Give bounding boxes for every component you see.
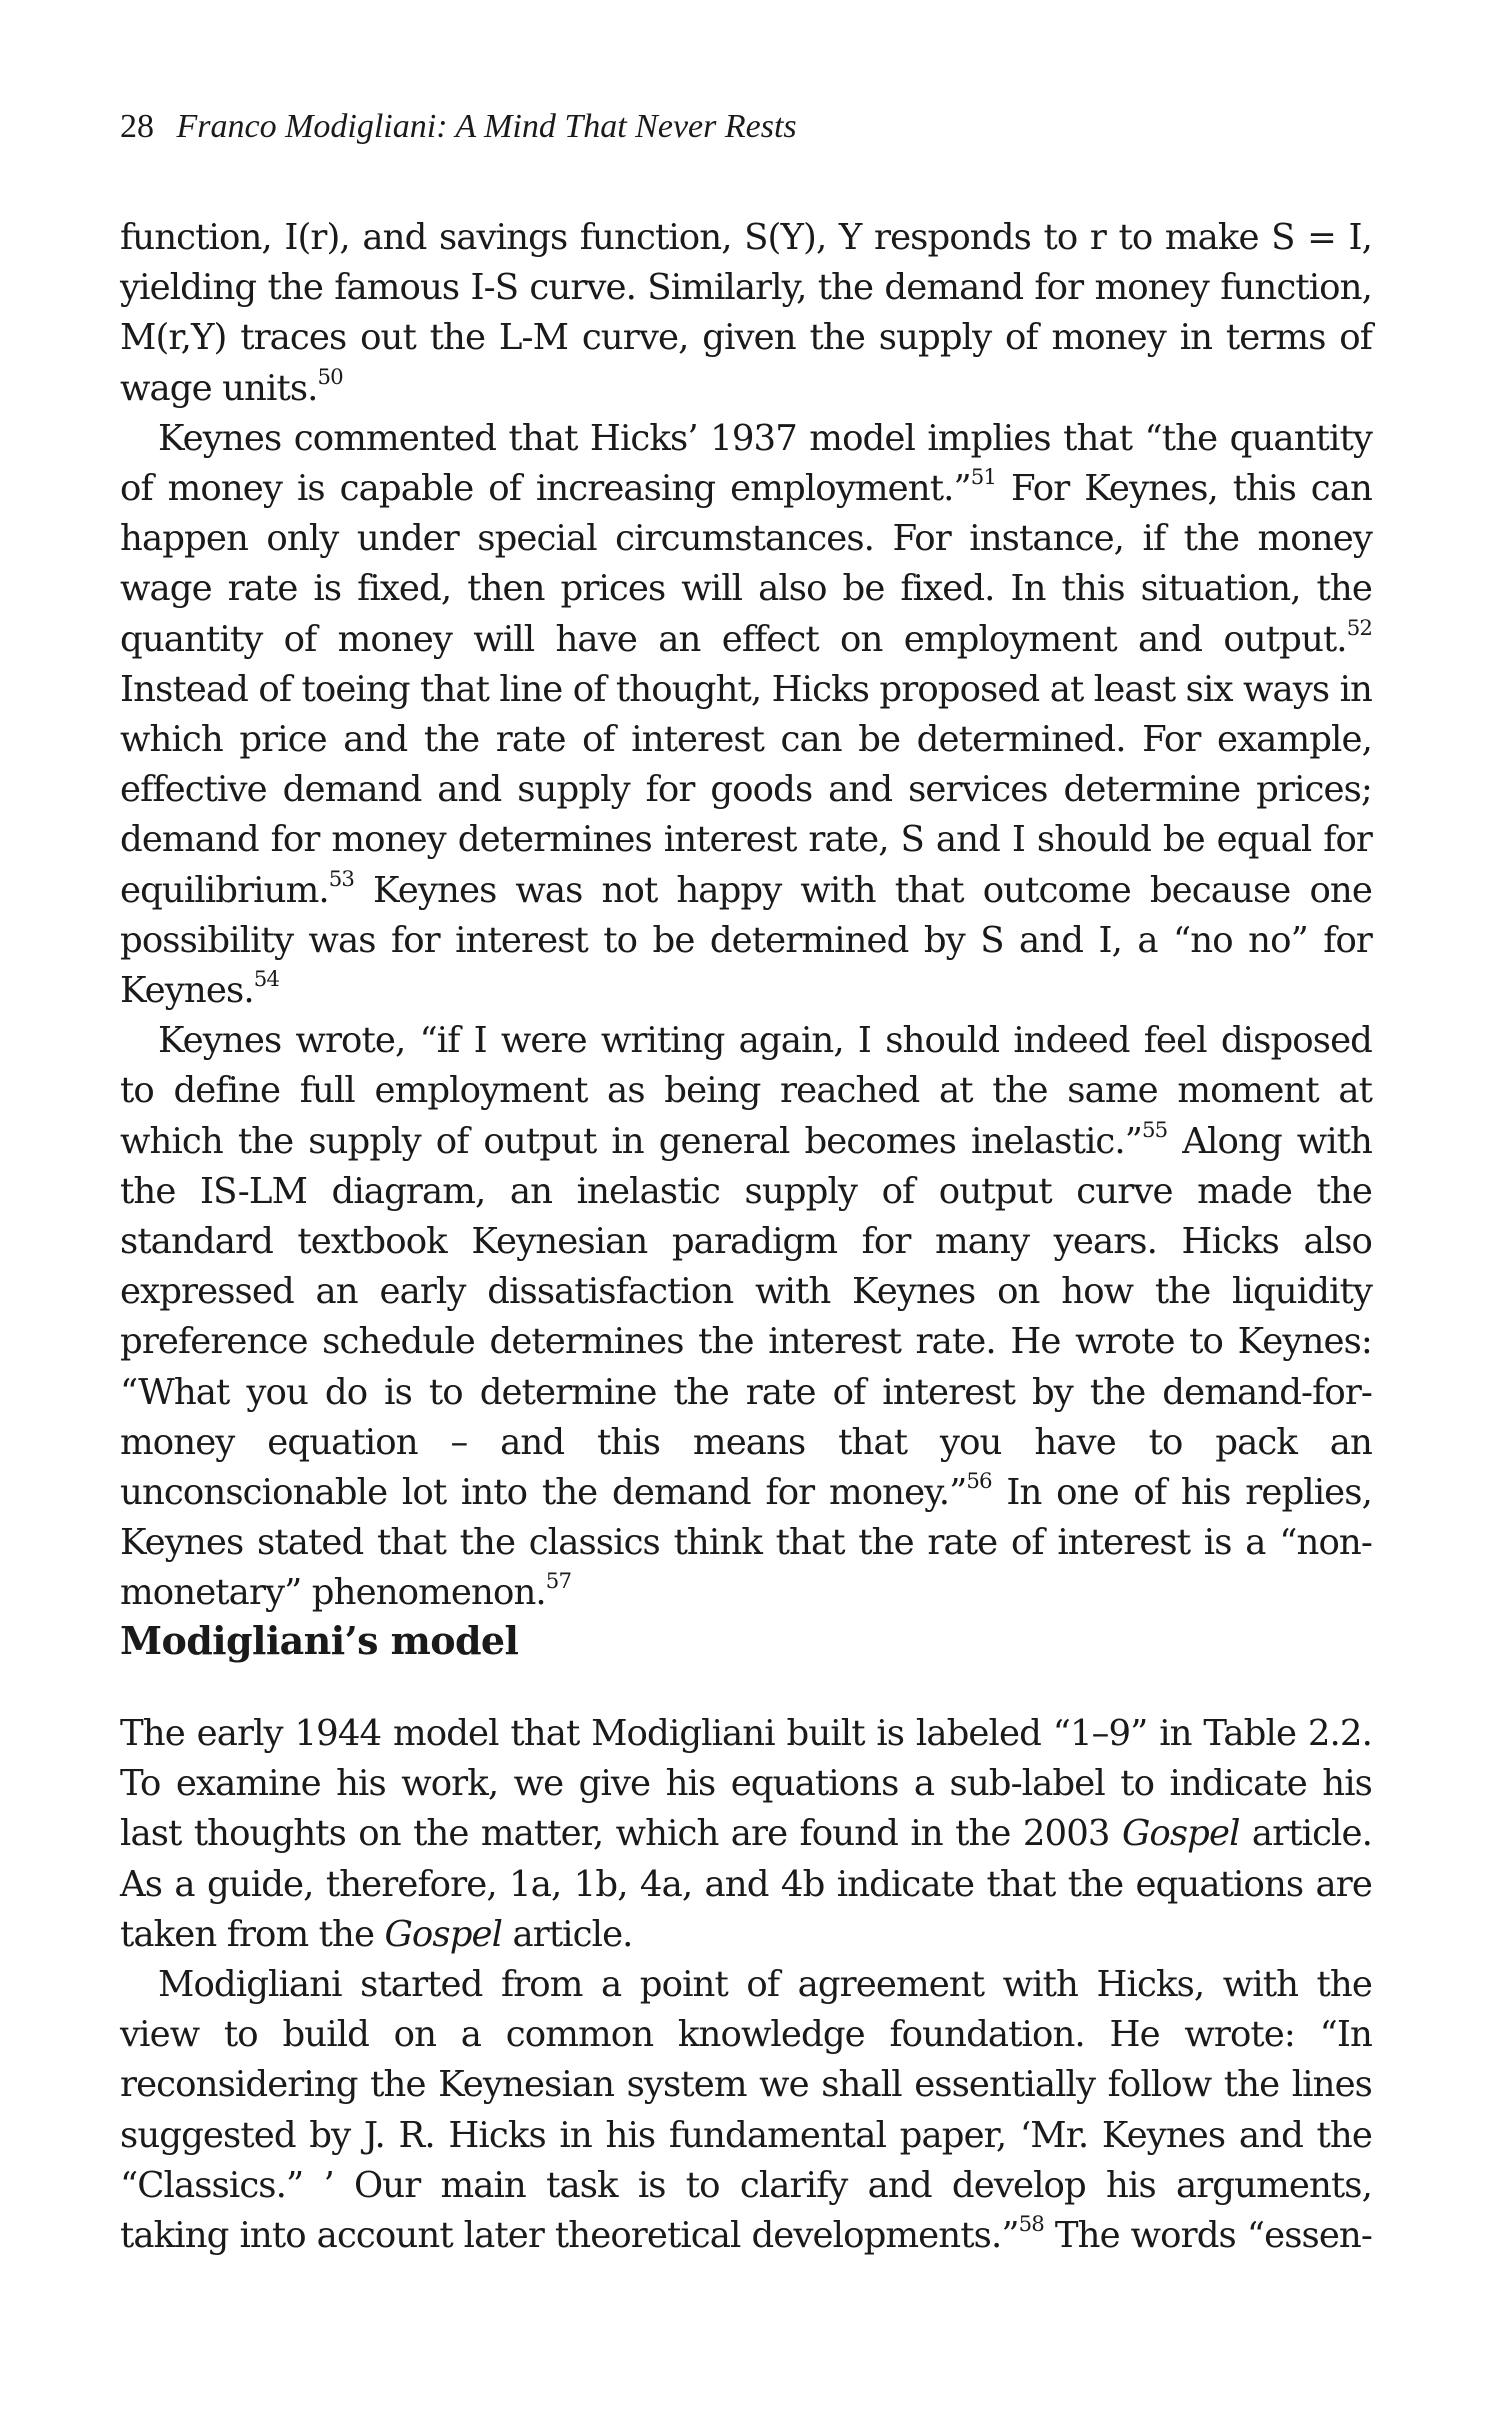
footnote-ref: 52: [1346, 615, 1372, 641]
text-run: Keynes was not happy with that outcome because one possibility was for interest to be determined by S and I, a “no no” for Keynes.: [120, 869, 1372, 1012]
book-title: Franco Modigliani: A Mind That Never Rests: [176, 108, 797, 145]
footnote-ref: 51: [970, 465, 997, 491]
section-heading: Modigliani’s model: [120, 1618, 519, 1663]
text-run: Along with the IS-LM diagram, an inelastic supply of output curve made the standard textbook Keynesian paradigm for many years. Hicks also expressed an early dissatisfaction with Keynes on how the liquidity preference schedule determines the interest rate. He wrote to Keynes: “What you do is to determine the rate of interest by the demand-for-money equation – and this means that you have to pack an unconscionable lot into the demand for money.”: [120, 1120, 1372, 1514]
italic-title: Gospel: [384, 1913, 503, 1955]
footnote-ref: 58: [1018, 2212, 1044, 2238]
footnote-ref: 53: [328, 866, 355, 892]
text-run: The words “essen-: [1043, 2215, 1372, 2257]
running-head: [120, 108, 797, 146]
paragraph-1: [120, 213, 1372, 414]
text-run: Keynes wrote, “if I were writing again, I should indeed feel disposed to define full employment as being reached at the same moment at which the supply of output in general becomes inelastic.”: [120, 1020, 1372, 1162]
text-run: Instead of toeing that line of thought, Hicks proposed at least six ways in which price and the rate of interest can be determined. For example, effective demand and supply for goods and services determine prices; demand for money determines interest rate, S and I should be equal for equilibrium.: [120, 668, 1372, 911]
paragraph-4: [120, 1709, 1372, 1960]
text-run: Keynes commented that Hicks’ 1937 model implies that “the quantity of money is capable of increasing employment.”: [120, 417, 1372, 510]
text-run: The early 1944 model that Modigliani built is labeled “1–9” in Table 2.2. To examine his work, we give his equations a sub-label to indicate his last thoughts on the matter, which are found in the 2003: [120, 1713, 1372, 1855]
text-run: function, I(r), and savings function, S(Y), Y responds to r to make S = I, yielding the famous I-S curve. Similarly, the demand for money function, M(r,Y) traces out the L-M curve, given the supply of money in terms of wage units.: [120, 217, 1372, 409]
text-run: article.: [502, 1913, 633, 1955]
text-run: In one of his replies, Keynes stated that the classics think that the rate of interest is a “non-monetary” phenomenon.: [120, 1472, 1372, 1614]
footnote-ref: 55: [1142, 1117, 1168, 1143]
footnote-ref: 56: [966, 1469, 992, 1495]
paragraph-2: [120, 414, 1372, 1016]
text-run: article. As a guide, therefore, 1a, 1b, 4a, and 4b indicate that the equations are taken from the: [120, 1813, 1372, 1955]
paragraph-5: [120, 1960, 1372, 2261]
italic-title: Gospel: [1121, 1813, 1240, 1855]
text-run: Modigliani started from a point of agreement with Hicks, with the view to build on a common knowledge foundation. He wrote: “In reconsidering the Keynesian system we shall essentially follow the lines suggested by J. R. Hicks in his fundamental paper, ‘Mr. Keynes and the “Classics.” ’ Our main task is to clarify and develop his arguments, taking into account later theoretical developments.”: [120, 1964, 1372, 2257]
body-text-lower: [120, 1709, 1372, 2261]
text-run: For Keynes, this can happen only under special circumstances. For instance, if the money wage rate is fixed, then prices will also be fixed. In this situation, the quantity of money will have an effect on employment and output.: [120, 468, 1372, 660]
footnote-ref: 57: [545, 1569, 572, 1595]
footnote-ref: 50: [317, 364, 343, 390]
page-number: 28: [120, 108, 154, 145]
paragraph-3: [120, 1016, 1372, 1618]
body-text-upper: [120, 213, 1372, 1619]
footnote-ref: 54: [253, 967, 280, 993]
